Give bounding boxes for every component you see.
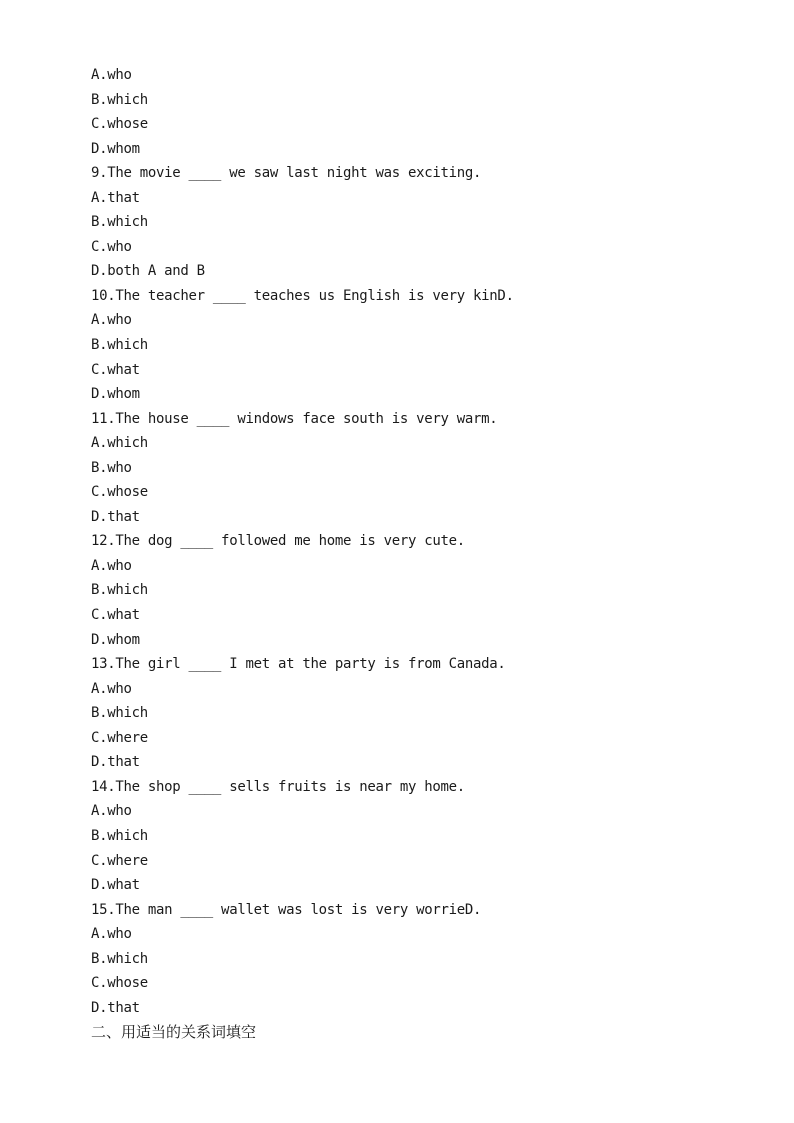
answer-option: C.whose — [91, 116, 148, 133]
answer-option: D.whom — [91, 631, 140, 648]
section-title: 二、用适当的关系词填空 — [91, 1023, 257, 1042]
answer-option: C.where — [91, 852, 148, 869]
answer-option: A.who — [91, 803, 132, 820]
answer-option: D.both A and B — [91, 263, 205, 280]
answer-option: C.whose — [91, 484, 148, 501]
answer-option: A.that — [91, 189, 140, 206]
answer-option: B.which — [91, 827, 148, 844]
answer-option: C.who — [91, 238, 132, 255]
question-stem: 13.The girl ____ I met at the party is from Canada. — [91, 656, 506, 673]
answer-option: D.that — [91, 508, 140, 525]
document-page — [91, 63, 751, 1045]
answer-option: B.which — [91, 582, 148, 599]
question-stem: 14.The shop ____ sells fruits is near my home. — [91, 778, 465, 795]
answer-option: A.who — [91, 680, 132, 697]
question-stem: 12.The dog ____ followed me home is very cute. — [91, 533, 465, 550]
answer-option: A.who — [91, 557, 132, 574]
answer-option: A.who — [91, 312, 132, 329]
answer-option: C.what — [91, 361, 140, 378]
answer-option: C.what — [91, 607, 140, 624]
answer-option: A.who — [91, 67, 132, 83]
answer-option: D.that — [91, 754, 140, 771]
question-stem: 9.The movie ____ we saw last night was exciting. — [91, 165, 482, 182]
question-stem: 15.The man ____ wallet was lost is very worrieD. — [91, 901, 482, 918]
answer-option: D.what — [91, 877, 140, 894]
answer-option: B.which — [91, 705, 148, 722]
answer-option: D.whom — [91, 386, 140, 403]
answer-option: B.which — [91, 214, 148, 231]
question-list — [91, 63, 751, 1020]
answer-option: B.which — [91, 337, 148, 354]
answer-option: D.whom — [91, 140, 140, 157]
answer-option: C.whose — [91, 975, 148, 992]
answer-option: C.where — [91, 729, 148, 746]
answer-option: A.which — [91, 435, 148, 452]
answer-option: D.that — [91, 999, 140, 1016]
question-stem: 10.The teacher ____ teaches us English is very kinD. — [91, 287, 514, 304]
answer-option: B.which — [91, 950, 148, 967]
answer-option: A.who — [91, 926, 132, 943]
answer-option: B.which — [91, 91, 148, 108]
question-stem: 11.The house ____ windows face south is very warm. — [91, 410, 498, 427]
answer-option: B.who — [91, 459, 132, 476]
